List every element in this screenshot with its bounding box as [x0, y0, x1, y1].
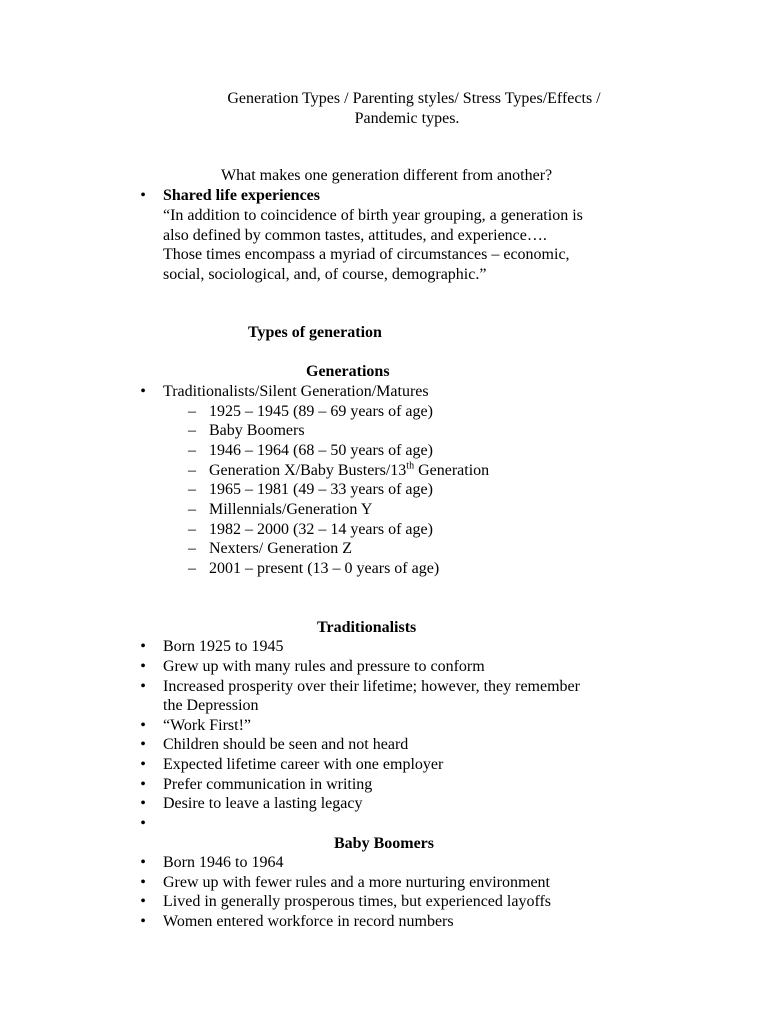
- intro-question: What makes one generation different from another?: [221, 167, 553, 184]
- boomers-item: Born 1946 to 1964: [163, 854, 284, 871]
- dash-icon: –: [188, 540, 196, 557]
- bullet-icon: •: [140, 893, 146, 910]
- intro-quote-line: Those times encompass a myriad of circumstances – economic,: [163, 246, 570, 263]
- generation-sub-item: Baby Boomers: [209, 422, 305, 439]
- bullet-icon: •: [140, 187, 146, 204]
- traditionalists-item: Prefer communication in writing: [163, 776, 373, 793]
- bullet-icon: •: [140, 638, 146, 655]
- bullet-icon: •: [140, 795, 146, 812]
- bullet-icon: •: [140, 678, 146, 695]
- generations-heading: Generations: [306, 363, 390, 380]
- intro-quote-line: “In addition to coincidence of birth year grouping, a generation is: [163, 207, 583, 224]
- traditionalists-item: Born 1925 to 1945: [163, 638, 284, 655]
- dash-icon: –: [188, 403, 196, 420]
- gen-x-label: Generation X/Baby Busters/13: [209, 462, 407, 479]
- bullet-icon: •: [140, 756, 146, 773]
- gen-x-superscript: th: [406, 460, 415, 472]
- traditionalists-item: Expected lifetime career with one employer: [163, 756, 444, 773]
- traditionalists-item: Grew up with many rules and pressure to conform: [163, 658, 485, 675]
- bullet-icon: •: [140, 913, 146, 930]
- generation-sub-item: 2001 – present (13 – 0 years of age): [209, 560, 440, 577]
- generation-sub-item-gen-x: [209, 461, 489, 481]
- generation-sub-item: 1925 – 1945 (89 – 69 years of age): [209, 403, 433, 420]
- boomers-item: Grew up with fewer rules and a more nurturing environment: [163, 874, 550, 891]
- traditionalists-item-continued: the Depression: [163, 697, 259, 714]
- types-heading: Types of generation: [248, 324, 382, 341]
- bullet-icon: •: [140, 736, 146, 753]
- dash-icon: –: [188, 481, 196, 498]
- intro-bullet: Shared life experiences: [163, 187, 321, 204]
- title-line-1: Generation Types / Parenting styles/ Stress Types/Effects /: [227, 90, 601, 107]
- bullet-icon: •: [140, 815, 146, 832]
- generation-bullet: Traditionalists/Silent Generation/Matures: [163, 383, 429, 400]
- dash-icon: –: [188, 442, 196, 459]
- generation-sub-item: 1946 – 1964 (68 – 50 years of age): [209, 442, 433, 459]
- intro-quote-line: also defined by common tastes, attitudes, and experience….: [163, 227, 547, 244]
- bullet-icon: •: [140, 717, 146, 734]
- title-line-2: Pandemic types.: [354, 110, 460, 127]
- traditionalists-item: Increased prosperity over their lifetime; however, they remember: [163, 678, 580, 695]
- generation-sub-item: Nexters/ Generation Z: [209, 540, 353, 557]
- dash-icon: –: [188, 501, 196, 518]
- generation-sub-item: 1982 – 2000 (32 – 14 years of age): [209, 521, 433, 538]
- traditionalists-item: Desire to leave a lasting legacy: [163, 795, 363, 812]
- bullet-icon: •: [140, 658, 146, 675]
- dash-icon: –: [188, 560, 196, 577]
- boomers-item: Women entered workforce in record numbers: [163, 913, 454, 930]
- dash-icon: –: [188, 462, 196, 479]
- traditionalists-item: “Work First!”: [163, 717, 252, 734]
- bullet-icon: •: [140, 776, 146, 793]
- boomers-item: Lived in generally prosperous times, but experienced layoffs: [163, 893, 552, 910]
- generation-sub-item: Millennials/Generation Y: [209, 501, 373, 518]
- generation-sub-item: 1965 – 1981 (49 – 33 years of age): [209, 481, 433, 498]
- intro-quote-line: social, sociological, and, of course, demographic.”: [163, 266, 487, 283]
- dash-icon: –: [188, 521, 196, 538]
- dash-icon: –: [188, 422, 196, 439]
- boomers-heading: Baby Boomers: [334, 835, 434, 852]
- bullet-icon: •: [140, 874, 146, 891]
- bullet-icon: •: [140, 383, 146, 400]
- traditionalists-heading: Traditionalists: [317, 619, 417, 636]
- gen-x-tail: Generation: [414, 462, 490, 479]
- traditionalists-item: Children should be seen and not heard: [163, 736, 409, 753]
- bullet-icon: •: [140, 854, 146, 871]
